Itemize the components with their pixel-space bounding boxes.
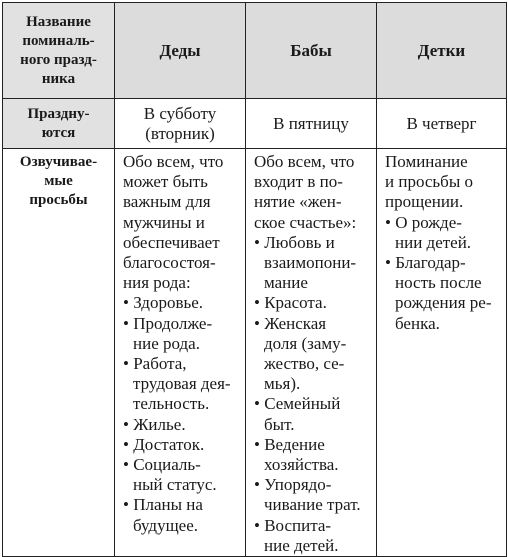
request-line: • Достаток. [123, 434, 205, 454]
cell-day-dedy [115, 99, 246, 149]
table-row-requests [3, 149, 507, 557]
cell-line: В четверг [406, 113, 477, 133]
request-line: • Упорядо- [254, 475, 332, 495]
row-label-requests [3, 149, 115, 557]
row-label-line: просьбы [29, 192, 88, 208]
request-line: • Продолже- [123, 313, 213, 333]
request-line: • Социаль- [123, 455, 201, 475]
request-line: благосостоя- [123, 253, 216, 273]
request-line: нии детей. [395, 232, 472, 252]
header-label-line: Название [26, 13, 91, 30]
request-line: • Благодар- [385, 253, 466, 273]
request-line: • Здоровье. [123, 293, 204, 313]
table-row-days [3, 99, 507, 149]
request-line: важным для [123, 192, 211, 212]
request-line: ние детей. [264, 535, 339, 555]
request-line: • Ведение [254, 434, 325, 454]
request-line: доля (заму- [264, 333, 347, 353]
request-line: быт. [264, 414, 295, 434]
request-line: хозяйства. [264, 455, 339, 475]
column-header-detki: Детки [377, 3, 507, 99]
cell-line: (вторник) [145, 123, 215, 143]
cell-requests-baby [246, 149, 377, 557]
request-line: Обо всем, что [123, 152, 224, 171]
request-line: входит в по- [254, 172, 343, 192]
request-line: рождения ре- [395, 293, 492, 313]
request-line: • О рожде- [385, 212, 462, 232]
request-line: • Красота. [254, 293, 327, 313]
column-header-baby: Бабы [246, 3, 377, 99]
request-line: ское счастье»: [254, 212, 357, 232]
request-line: мужчины и [123, 212, 205, 232]
header-label-line: поминаль- [22, 32, 95, 49]
request-line: нятие «жен- [254, 192, 342, 212]
row-label-line: Озвучивае- [19, 154, 98, 170]
request-line: • Любовь и [254, 232, 335, 252]
memorial-days-table [2, 2, 507, 557]
request-line: прощении. [385, 192, 464, 212]
request-line: мание [264, 273, 308, 293]
request-line: бенка. [395, 313, 440, 333]
request-line: может быть [123, 172, 208, 192]
request-line: • Планы на [123, 495, 203, 515]
request-line: трудовая дея- [133, 374, 231, 394]
row-label-line: ются [41, 124, 76, 141]
request-line: чивание трат. [264, 495, 361, 515]
request-line: Поминание [385, 152, 468, 171]
request-line: жество, се- [264, 354, 345, 374]
cell-line: В пятницу [273, 113, 349, 133]
request-line: и просьбы о [385, 172, 473, 192]
request-line: • Воспита- [254, 515, 332, 535]
cell-requests-detki [377, 149, 507, 557]
header-row-label-cell [3, 3, 115, 99]
request-line: • Жилье. [123, 414, 186, 434]
cell-line: В субботу [143, 103, 217, 123]
request-line: • Работа, [123, 354, 187, 374]
request-line: ный статус. [133, 475, 217, 495]
request-line: будущее. [133, 515, 199, 535]
cell-requests-dedy [115, 149, 246, 557]
request-line: • Женская [254, 313, 327, 333]
request-line: мья). [264, 374, 301, 394]
request-line: ния рода: [123, 273, 191, 293]
header-label-line: ника [41, 70, 76, 87]
header-label-line: ного празд- [20, 51, 97, 68]
cell-day-detki [377, 99, 507, 149]
request-line: обеспечивает [123, 232, 220, 252]
request-line: взаимопони- [264, 253, 357, 273]
request-line: ность после [395, 273, 482, 293]
request-line: ние рода. [133, 333, 200, 353]
request-line: Обо всем, что [254, 152, 355, 171]
cell-day-baby [246, 99, 377, 149]
request-line: • Семейный [254, 394, 341, 414]
row-label-line: Праздну- [27, 105, 90, 122]
table-header-row [3, 3, 507, 99]
column-header-dedy: Деды [115, 3, 246, 99]
row-label-line: мые [44, 173, 73, 189]
request-line: тельность. [133, 394, 210, 414]
row-label-celebrated [3, 99, 115, 149]
